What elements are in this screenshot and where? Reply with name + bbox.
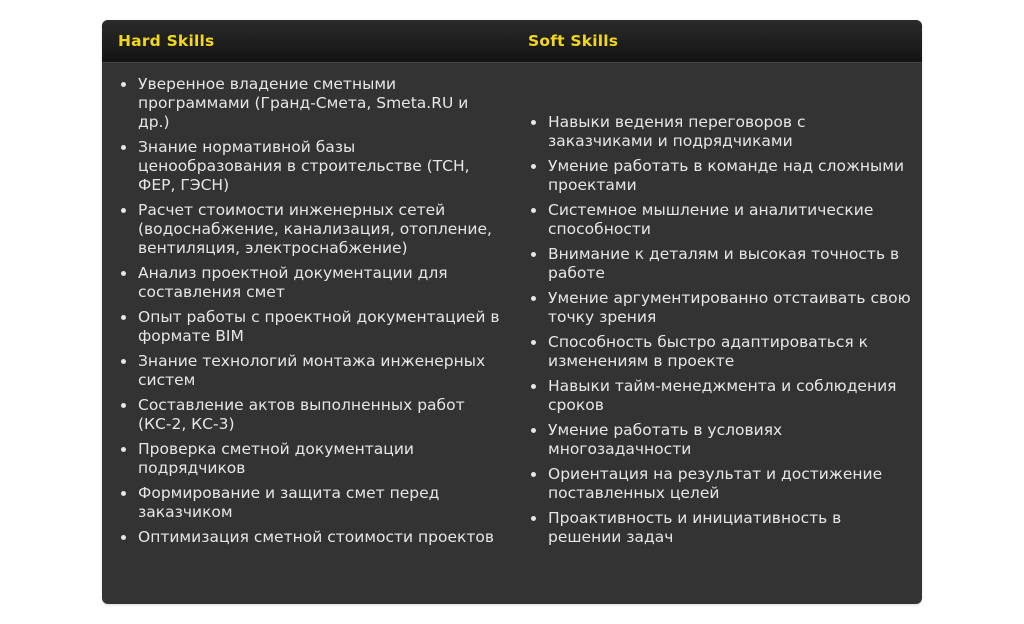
list-item: Уверенное владение сметными программами (Гранд-Смета, Smeta.RU и др.) [102,75,512,132]
list-item: Знание нормативной базы ценообразования в строительстве (ТСН, ФЕР, ГЭСН) [102,138,512,195]
list-item: Проверка сметной документации подрядчиков [102,440,512,478]
soft-skills-heading: Soft Skills [528,32,619,50]
list-item: Ориентация на результат и достижение поставленных целей [512,465,922,503]
list-item: Умение работать в условиях многозадачности [512,421,922,459]
hard-skills-heading: Hard Skills [118,32,215,50]
list-item: Формирование и защита смет перед заказчиком [102,484,512,522]
list-item: Умение работать в команде над сложными проектами [512,157,922,195]
soft-skills-list [512,113,922,553]
list-item: Способность быстро адаптироваться к изменениям в проекте [512,333,922,371]
hard-skills-list [102,75,512,553]
soft-skills-column [512,63,922,604]
list-item: Умение аргументированно отстаивать свою точку зрения [512,289,922,327]
list-item: Навыки ведения переговоров с заказчиками и подрядчиками [512,113,922,151]
list-item: Расчет стоимости инженерных сетей (водоснабжение, канализация, отопление, вентиляция, электроснабжение) [102,201,512,258]
list-item: Внимание к деталям и высокая точность в работе [512,245,922,283]
table-header [102,20,922,63]
skills-table [102,20,922,604]
list-item: Системное мышление и аналитические способности [512,201,922,239]
hard-skills-column [102,63,512,604]
list-item: Проактивность и инициативность в решении задач [512,509,922,547]
list-item: Составление актов выполненных работ (КС-2, КС-3) [102,396,512,434]
list-item: Навыки тайм-менеджмента и соблюдения сроков [512,377,922,415]
list-item: Анализ проектной документации для составления смет [102,264,512,302]
list-item: Опыт работы с проектной документацией в формате BIM [102,308,512,346]
table-body [102,63,922,604]
list-item: Оптимизация сметной стоимости проектов [102,528,512,547]
list-item: Знание технологий монтажа инженерных систем [102,352,512,390]
